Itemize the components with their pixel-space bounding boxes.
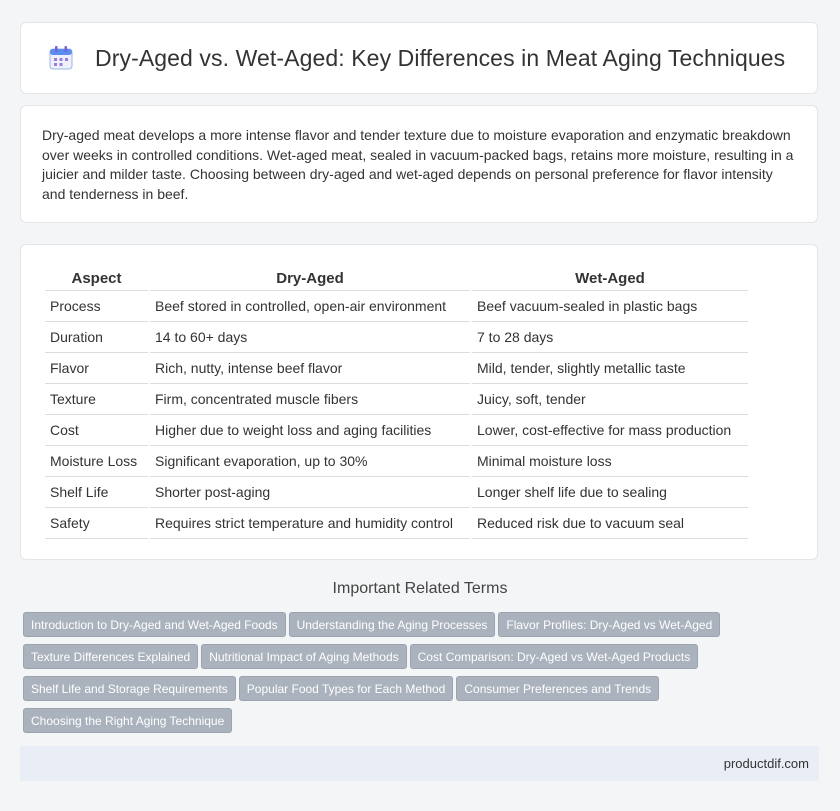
- related-term-tag[interactable]: Popular Food Types for Each Method: [239, 676, 454, 701]
- table-cell: Safety: [45, 508, 148, 539]
- table-cell: Process: [45, 291, 148, 322]
- table-cell: Texture: [45, 384, 148, 415]
- table-cell: Lower, cost-effective for mass production: [472, 415, 748, 446]
- intro-card: [20, 105, 818, 223]
- table-row: [45, 353, 748, 384]
- table-cell: Mild, tender, slightly metallic taste: [472, 353, 748, 384]
- header-card: [20, 22, 818, 94]
- related-term-tag[interactable]: Introduction to Dry-Aged and Wet-Aged Foods: [23, 612, 286, 637]
- table-cell: Moisture Loss: [45, 446, 148, 477]
- related-term-tag[interactable]: Flavor Profiles: Dry-Aged vs Wet-Aged: [498, 612, 720, 637]
- table-header-row: [45, 263, 748, 291]
- related-term-tag[interactable]: Shelf Life and Storage Requirements: [23, 676, 236, 701]
- related-term-tag[interactable]: Choosing the Right Aging Technique: [23, 708, 232, 733]
- table-cell: 14 to 60+ days: [150, 322, 470, 353]
- table-cell: Reduced risk due to vacuum seal: [472, 508, 748, 539]
- table-cell: 7 to 28 days: [472, 322, 748, 353]
- related-terms-list: [23, 612, 813, 740]
- table-cell: Beef stored in controlled, open-air environment: [150, 291, 470, 322]
- table-row: [45, 322, 748, 353]
- table-row: [45, 508, 748, 539]
- table-cell: Shelf Life: [45, 477, 148, 508]
- table-cell: Shorter post-aging: [150, 477, 470, 508]
- table-cell: Longer shelf life due to sealing: [472, 477, 748, 508]
- table-cell: Duration: [45, 322, 148, 353]
- table-cell: Juicy, soft, tender: [472, 384, 748, 415]
- related-term-tag[interactable]: Texture Differences Explained: [23, 644, 198, 669]
- table-cell: Firm, concentrated muscle fibers: [150, 384, 470, 415]
- table-cell: Rich, nutty, intense beef flavor: [150, 353, 470, 384]
- related-term-tag[interactable]: Cost Comparison: Dry-Aged vs Wet-Aged Products: [410, 644, 699, 669]
- table-cell: Cost: [45, 415, 148, 446]
- column-header-dry-aged: Dry-Aged: [150, 263, 470, 291]
- table-row: [45, 415, 748, 446]
- column-header-wet-aged: Wet-Aged: [472, 263, 748, 291]
- table-cell: Higher due to weight loss and aging facilities: [150, 415, 470, 446]
- intro-text: Dry-aged meat develops a more intense flavor and tender texture due to moisture evaporation and enzymatic breakdown over weeks in controlled conditions. Wet-aged meat, sealed in vacuum-packed bags, retains more moisture, resulting in a juicier and milder taste. Choosing between dry-aged and wet-aged depends on personal preference for flavor intensity and tenderness in beef.: [42, 127, 794, 202]
- footer-site-link[interactable]: productdif.com: [723, 756, 809, 771]
- table-cell: Flavor: [45, 353, 148, 384]
- table-row: [45, 291, 748, 322]
- related-term-tag[interactable]: Understanding the Aging Processes: [289, 612, 496, 637]
- column-header-aspect: Aspect: [45, 263, 148, 291]
- table-row: [45, 384, 748, 415]
- table-cell: Minimal moisture loss: [472, 446, 748, 477]
- table-cell: Significant evaporation, up to 30%: [150, 446, 470, 477]
- related-terms-title: Important Related Terms: [332, 580, 508, 597]
- table-cell: Requires strict temperature and humidity control: [150, 508, 470, 539]
- page-title: Dry-Aged vs. Wet-Aged: Key Differences in Meat Aging Techniques: [95, 44, 786, 71]
- calendar-icon: [47, 44, 75, 72]
- footer: [20, 746, 819, 781]
- comparison-table: [43, 263, 750, 539]
- related-term-tag[interactable]: Nutritional Impact of Aging Methods: [201, 644, 406, 669]
- table-row: [45, 446, 748, 477]
- related-term-tag[interactable]: Consumer Preferences and Trends: [456, 676, 659, 701]
- table-cell: Beef vacuum-sealed in plastic bags: [472, 291, 748, 322]
- comparison-card: [20, 244, 818, 560]
- table-row: [45, 477, 748, 508]
